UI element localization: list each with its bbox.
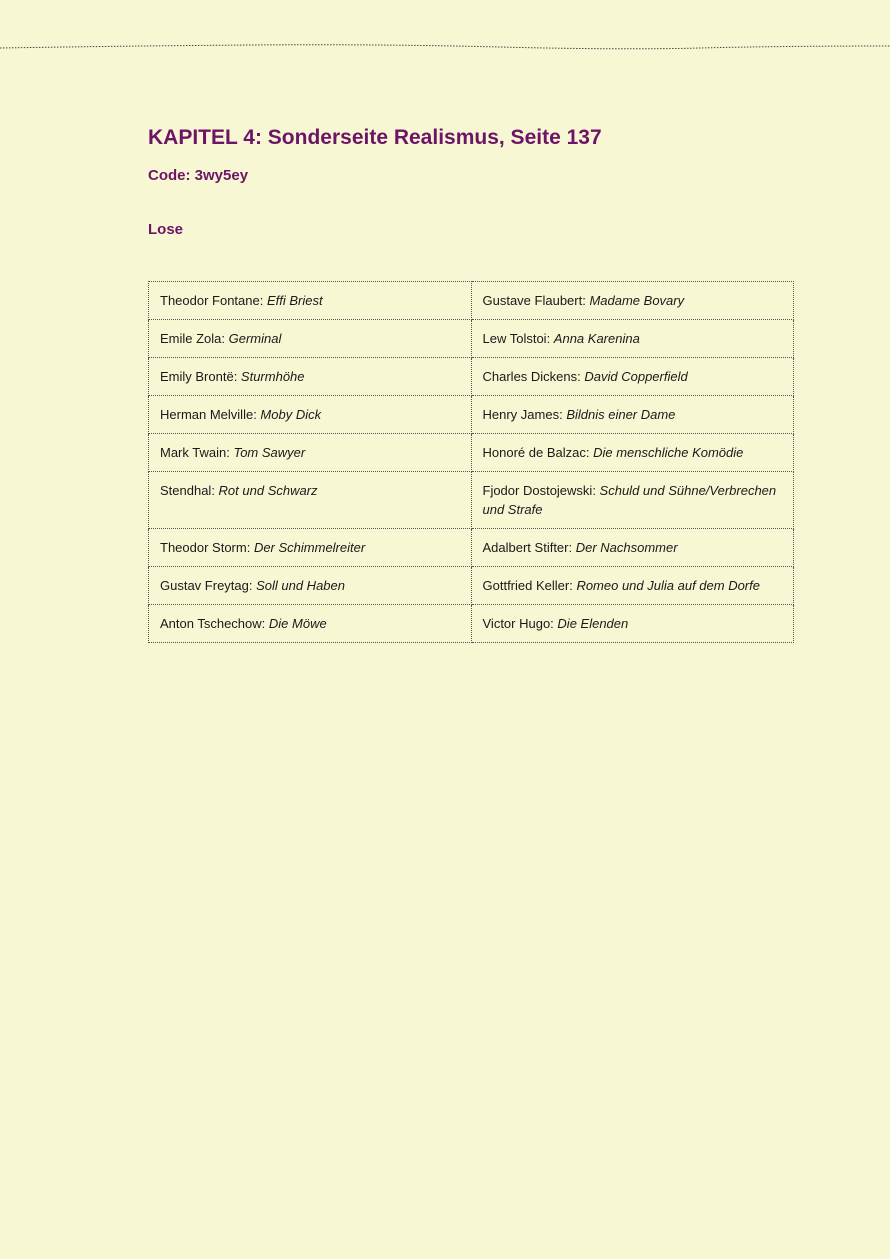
table-cell: [471, 358, 794, 396]
table-cell: [149, 605, 472, 643]
author-name: Emily Brontë:: [160, 369, 241, 384]
table-cell: [149, 434, 472, 472]
table-row: [149, 358, 794, 396]
table-cell: [471, 567, 794, 605]
table-cell: [471, 434, 794, 472]
table-cell: [471, 282, 794, 320]
author-name: Lew Tolstoi:: [482, 331, 554, 346]
author-name: Anton Tschechow:: [160, 616, 269, 631]
table-cell: [149, 567, 472, 605]
top-divider-line: [0, 40, 890, 54]
lose-table: [148, 281, 794, 643]
section-heading: Lose: [148, 221, 184, 238]
table-row: [149, 320, 794, 358]
table-row: [149, 282, 794, 320]
work-title: Tom Sawyer: [233, 445, 306, 460]
author-name: Fjodor Dostojewski:: [482, 483, 600, 498]
work-title: Germinal: [228, 331, 282, 346]
work-title: Moby Dick: [260, 407, 322, 422]
table-cell: [471, 472, 794, 529]
table-cell: [149, 529, 472, 567]
work-title: Die Elenden: [557, 616, 629, 631]
author-name: Theodor Storm:: [160, 540, 254, 555]
author-name: Emile Zola:: [160, 331, 229, 346]
access-code: Code: 3wy5ey: [148, 167, 249, 184]
table-row: [149, 529, 794, 567]
work-title: Romeo und Julia auf dem Dorfe: [576, 578, 760, 593]
work-title: Der Schimmelreiter: [253, 540, 366, 555]
work-title: Die menschliche Komödie: [593, 445, 744, 460]
author-name: Theodor Fontane:: [160, 293, 267, 308]
table-cell: [471, 320, 794, 358]
table-row: [149, 396, 794, 434]
table-cell: [471, 396, 794, 434]
table-cell: [471, 605, 794, 643]
author-name: Henry James:: [482, 407, 567, 422]
author-name: Stendhal:: [160, 483, 219, 498]
author-name: Gottfried Keller:: [482, 578, 577, 593]
table-row: [149, 472, 794, 529]
work-title: Soll und Haben: [256, 578, 345, 593]
table-row: [149, 434, 794, 472]
work-title: Rot und Schwarz: [218, 483, 318, 498]
work-title: Schuld und Sühne/Verbrechen und Strafe: [482, 483, 777, 517]
work-title: Die Möwe: [268, 616, 327, 631]
table-row: [149, 605, 794, 643]
table-row: [149, 567, 794, 605]
table-cell: [149, 472, 472, 529]
author-name: Adalbert Stifter:: [482, 540, 576, 555]
work-title: David Copperfield: [584, 369, 688, 384]
work-title: Bildnis einer Dame: [566, 407, 676, 422]
author-name: Victor Hugo:: [482, 616, 558, 631]
work-title: Der Nachsommer: [575, 540, 678, 555]
author-name: Mark Twain:: [160, 445, 234, 460]
work-title: Anna Karenina: [553, 331, 640, 346]
author-name: Gustav Freytag:: [160, 578, 257, 593]
lose-table-body: [149, 282, 794, 643]
work-title: Effi Briest: [266, 293, 323, 308]
author-name: Gustave Flaubert:: [482, 293, 590, 308]
table-cell: [149, 396, 472, 434]
work-title: Madame Bovary: [589, 293, 685, 308]
table-cell: [149, 282, 472, 320]
table-cell: [149, 358, 472, 396]
page-title: KAPITEL 4: Sonderseite Realismus, Seite 137: [148, 126, 602, 149]
table-cell: [471, 529, 794, 567]
author-name: Herman Melville:: [160, 407, 261, 422]
author-name: Honoré de Balzac:: [482, 445, 594, 460]
author-name: Charles Dickens:: [482, 369, 585, 384]
work-title: Sturmhöhe: [240, 369, 305, 384]
table-cell: [149, 320, 472, 358]
